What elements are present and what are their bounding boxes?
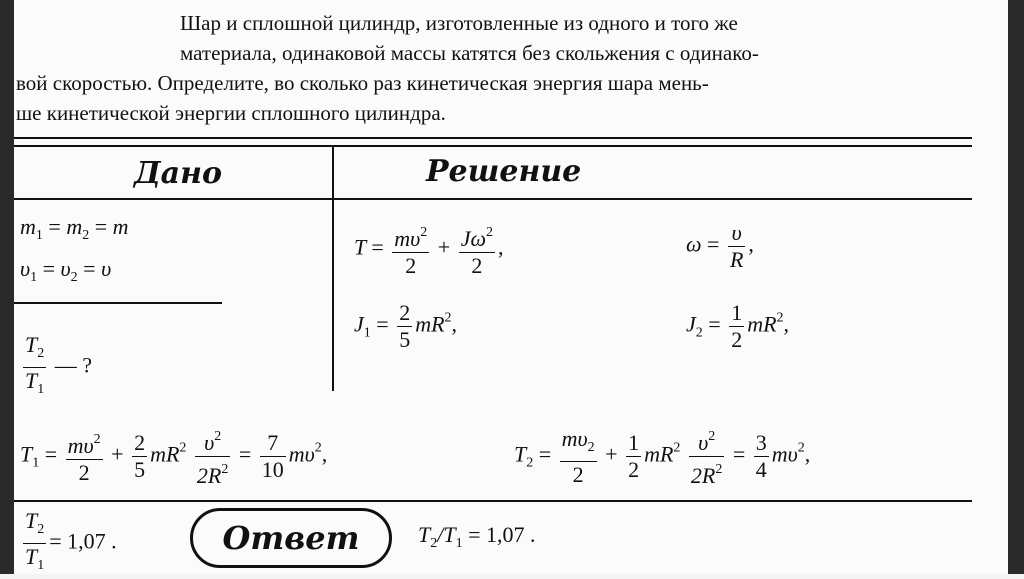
answer-ratio-left: $\frac{T_2}{T_1}$ = 1,07 . [25, 508, 117, 573]
solution-heading: Решение [426, 154, 582, 189]
formula-inertia-cylinder: $J_2$ = $\frac{1}{2}$ $mR^2$, [686, 300, 790, 352]
right-frame-border [1008, 0, 1024, 574]
bottom-rule [14, 500, 972, 502]
top-rule [14, 137, 972, 139]
answer-ratio-right: $T_2/T_1 = 1,07$ . [418, 522, 536, 551]
problem-line: вой скоростью. Определите, во сколько раз кинетическая энергия шара мень- [16, 71, 709, 95]
problem-statement [14, 8, 1008, 132]
formula-t1: $T_1$ = $\frac{m\upsilon^2}{2}$ + $\frac{2}{5}$ $mR^2$ $\frac{\upsilon^2}{2R^2}$ = $\frac{7}{10}$ $m\upsilon^2$, [20, 424, 327, 489]
given-velocity: $\upsilon_1 = \upsilon_2 = \upsilon$ [20, 256, 112, 285]
given-rule [14, 302, 222, 304]
top-rule-double [14, 145, 972, 147]
formula-omega: ω = $\frac{\upsilon}{R}$ , [686, 220, 754, 272]
given-mass: $m_1 = m_2 = m$ [20, 214, 129, 243]
answer-badge [190, 508, 392, 568]
given-heading: Дано [134, 156, 222, 191]
column-divider [332, 147, 334, 391]
answer-label: Ответ [222, 519, 360, 557]
formula-inertia-sphere: $J_1$ = $\frac{2}{5}$ $mR^2$, [354, 300, 458, 352]
problem-line: ше кинетической энергии сплошного цилиндра. [16, 101, 446, 125]
document-page [14, 0, 1008, 574]
problem-line: материала, одинаковой массы катятся без скольжения с одинако- [180, 41, 759, 65]
formula-kinetic-energy: T = $\frac{m\upsilon^2}{2}$ + $\frac{J\omega^2}{2}$ , [354, 220, 504, 279]
formula-t2: $T_2$ = $\frac{m\upsilon_2}{2}$ + $\frac{1}{2}$ $mR^2$ $\frac{\upsilon^2}{2R^2}$ = $\frac{3}{4}$ $m\upsilon^2$, [514, 425, 811, 488]
header-rule [14, 198, 972, 200]
problem-line: Шар и сплошной цилиндр, изготовленные из одного и того же [180, 11, 738, 35]
find-ratio: $\frac{T_2}{T_1}$ — ? [25, 332, 93, 397]
left-frame-border [0, 0, 14, 574]
